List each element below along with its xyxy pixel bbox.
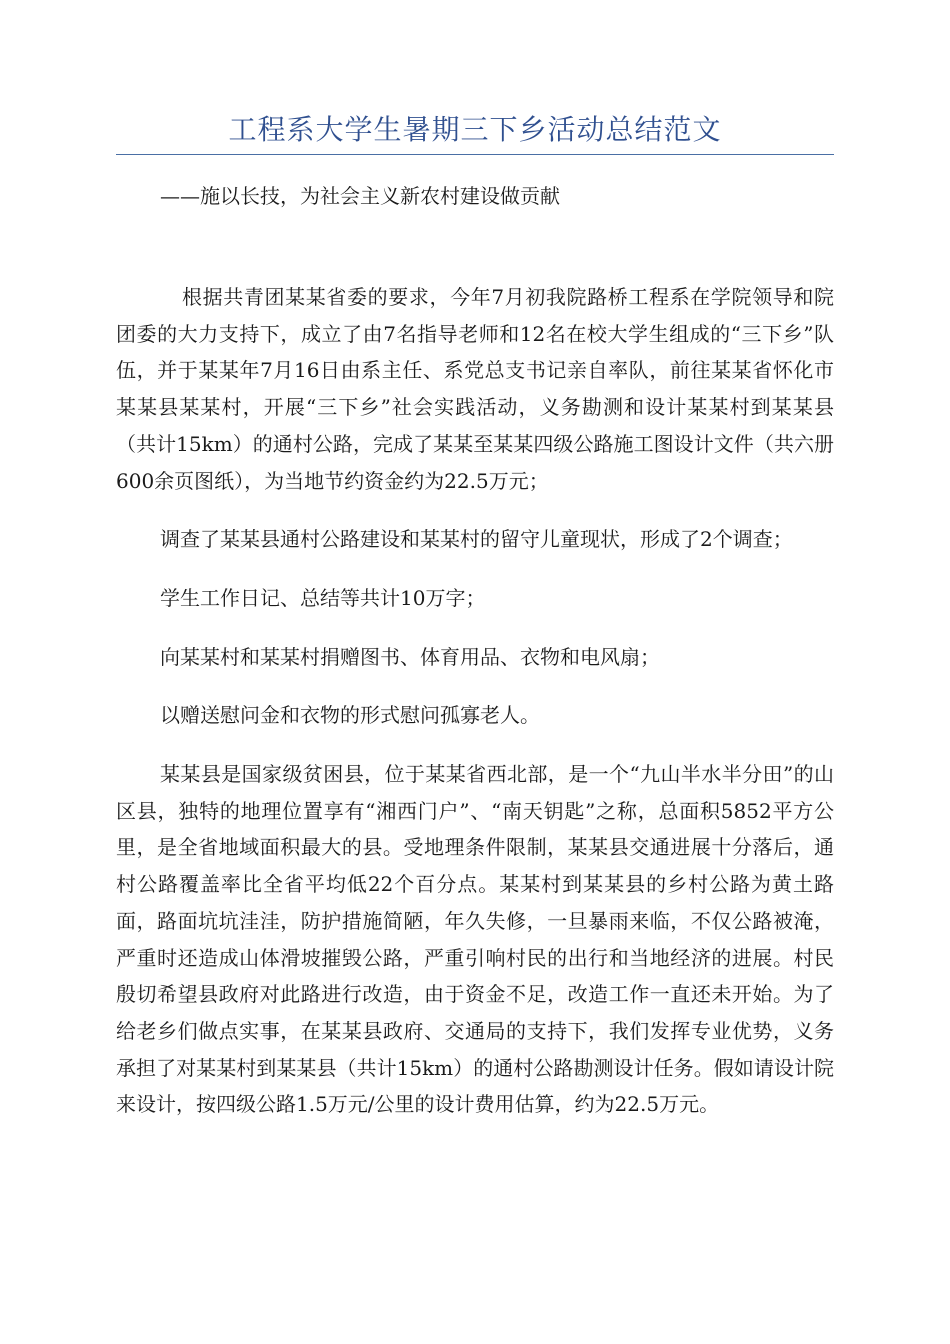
body-paragraph: 某某县是国家级贫困县，位于某某省西北部，是一个“九山半水半分田”的山区县，独特的地理位置享有“湘西门户”、“南天钥匙”之称，总面积5852平方公里，是全省地域面积最大的县。受地理条件限制，某某县交通进展十分落后，通村公路覆盖率比全省平均低22个百分点。某某村到某某县的乡村公路为黄土路面，路面坑坑洼洼，防护措施简陋，年久失修，一旦暴雨来临，不仅公路被淹，严重时还造成山体滑坡摧毁公路，严重引响村民的出行和当地经济的进展。村民殷切希望县政府对此路进行改造，由于资金不足，改造工作一直还未开始。为了给老乡们做点实事，在某某县政府、交通局的支持下，我们发挥专业优势，义务承担了对某某村到某某县（共计15km）的通村公路勘测设计任务。假如请设计院来设计，按四级公路1.5万元/公里的设计费用估算，约为22.5万元。 bbox=[116, 762, 834, 1117]
title-underline bbox=[116, 154, 834, 155]
body-paragraph: 调查了某某县通村公路建设和某某村的留守儿童现状，形成了2个调查； bbox=[160, 527, 793, 552]
document-body bbox=[116, 279, 834, 1145]
body-paragraph: 向某某村和某某村捐赠图书、体育用品、衣物和电风扇； bbox=[160, 644, 660, 669]
body-paragraph: 学生工作日记、总结等共计10万字； bbox=[160, 585, 486, 610]
document-title: 工程系大学生暑期三下乡活动总结范文 bbox=[228, 113, 722, 146]
body-paragraph: 以赠送慰问金和衣物的形式慰问孤寡老人。 bbox=[160, 703, 540, 728]
body-paragraph: 根据共青团某某省委的要求，今年7月初我院路桥工程系在学院领导和院团委的大力支持下，成立了由7名指导老师和12名在校大学生组成的“三下乡”队伍，并于某某年7月16日由系主任、系党总支书记亲自率队，前往某某省怀化市某某县某某村，开展“三下乡”社会实践活动，义务勘测和设计某某村到某某县（共计15km）的通村公路，完成了某某至某某四级公路施工图设计文件（共六册600余页图纸），为当地节约资金约为22.5万元； bbox=[116, 285, 834, 493]
document-subtitle: ——施以长技，为社会主义新农村建设做贡献 bbox=[160, 184, 560, 208]
